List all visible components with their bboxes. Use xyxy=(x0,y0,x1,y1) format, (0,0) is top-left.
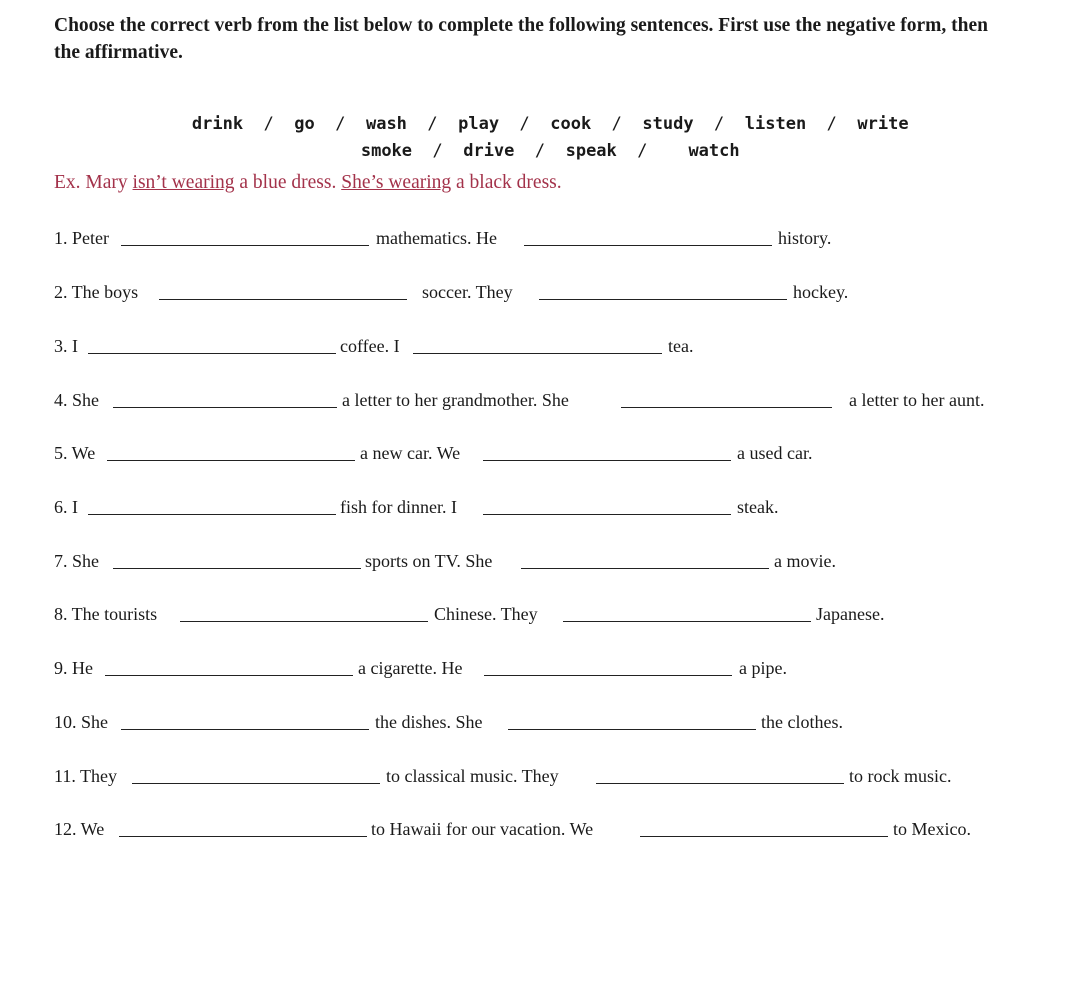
sentence-middle: coffee. I xyxy=(340,336,400,356)
negative-answer-blank[interactable] xyxy=(113,407,337,408)
verb: wash xyxy=(365,114,407,134)
example-suffix: a black dress. xyxy=(451,172,562,193)
sentence-subject: 9. He xyxy=(54,658,93,678)
sentence-middle: a new car. We xyxy=(360,443,461,463)
sentence-ending: the clothes. xyxy=(761,712,843,732)
sentence-middle: soccer. They xyxy=(422,282,513,302)
negative-answer-blank[interactable] xyxy=(105,675,353,676)
sentence-ending: to Mexico. xyxy=(893,819,971,839)
verb: play xyxy=(458,114,500,134)
negative-answer-blank[interactable] xyxy=(113,568,361,569)
sentence-subject: 3. I xyxy=(54,336,78,356)
negative-answer-blank[interactable] xyxy=(119,836,367,837)
sentence-subject: 7. She xyxy=(54,551,99,571)
negative-answer-blank[interactable] xyxy=(159,299,407,300)
affirmative-answer-blank[interactable] xyxy=(508,729,756,730)
example-negative: isn’t wearing xyxy=(132,172,235,193)
exercise-sentence xyxy=(0,658,1080,686)
negative-answer-blank[interactable] xyxy=(88,514,336,515)
sentence-subject: 2. The boys xyxy=(54,282,139,302)
affirmative-answer-blank[interactable] xyxy=(596,783,844,784)
sentence-middle: the dishes. She xyxy=(375,712,483,732)
exercise-sentence xyxy=(0,819,1080,847)
negative-answer-blank[interactable] xyxy=(121,729,369,730)
exercise-sentence xyxy=(0,228,1080,256)
exercise-sentence xyxy=(0,551,1080,579)
verb: smoke xyxy=(360,141,413,161)
verb-list-line-2: smoke / drive / speak / watch xyxy=(360,141,740,161)
affirmative-answer-blank[interactable] xyxy=(539,299,787,300)
sentence-subject: 12. We xyxy=(54,819,105,839)
exercise-sentence xyxy=(0,497,1080,525)
exercise-sentence xyxy=(0,604,1080,632)
sentence-subject: 11. They xyxy=(54,766,117,786)
sentence-ending: to rock music. xyxy=(849,766,952,786)
sentence-middle: to Hawaii for our vacation. We xyxy=(371,819,594,839)
affirmative-answer-blank[interactable] xyxy=(563,621,811,622)
verb: speak xyxy=(565,141,617,161)
affirmative-answer-blank[interactable] xyxy=(640,836,888,837)
sentence-ending: Japanese. xyxy=(816,604,885,624)
negative-answer-blank[interactable] xyxy=(88,353,336,354)
sentence-subject: 4. She xyxy=(54,390,99,410)
affirmative-answer-blank[interactable] xyxy=(521,568,769,569)
affirmative-answer-blank[interactable] xyxy=(524,245,772,246)
sentence-middle: a cigarette. He xyxy=(358,658,463,678)
sentence-ending: a letter to her aunt. xyxy=(849,390,985,410)
sentence-ending: steak. xyxy=(737,497,779,517)
sentence-ending: a pipe. xyxy=(739,658,787,678)
example-prefix: Ex. Mary xyxy=(54,172,133,193)
sentence-subject: 10. She xyxy=(54,712,108,732)
sentence-middle: fish for dinner. I xyxy=(340,497,457,517)
example-affirmative: She’s wearing xyxy=(341,172,452,193)
sentence-subject: 1. Peter xyxy=(54,228,109,248)
verb: go xyxy=(294,114,315,134)
sentence-middle: Chinese. They xyxy=(434,604,538,624)
verb: watch xyxy=(688,141,740,161)
exercise-sentence xyxy=(0,443,1080,471)
negative-answer-blank[interactable] xyxy=(121,245,369,246)
sentence-ending: tea. xyxy=(668,336,694,356)
affirmative-answer-blank[interactable] xyxy=(483,514,731,515)
verb: write xyxy=(857,114,909,134)
verb-list-line-1: drink / go / wash / play / cook / study / listen / write xyxy=(191,114,909,134)
negative-answer-blank[interactable] xyxy=(180,621,428,622)
sentence-subject: 6. I xyxy=(54,497,78,517)
exercise-sentence xyxy=(0,712,1080,740)
exercise-sentence xyxy=(0,282,1080,310)
verb: listen xyxy=(744,114,807,134)
sentence-ending: a movie. xyxy=(774,551,836,571)
sentence-subject: 5. We xyxy=(54,443,96,463)
sentence-ending: hockey. xyxy=(793,282,849,302)
sentence-ending: history. xyxy=(778,228,832,248)
affirmative-answer-blank[interactable] xyxy=(483,460,731,461)
sentence-ending: a used car. xyxy=(737,443,813,463)
exercise-sentence xyxy=(0,336,1080,364)
affirmative-answer-blank[interactable] xyxy=(484,675,732,676)
negative-answer-blank[interactable] xyxy=(107,460,355,461)
sentence-middle: to classical music. They xyxy=(386,766,559,786)
sentence-middle: mathematics. He xyxy=(376,228,497,248)
example-sentence xyxy=(54,172,562,194)
affirmative-answer-blank[interactable] xyxy=(621,407,832,408)
sentence-middle: a letter to her grandmother. She xyxy=(342,390,569,410)
verb: drive xyxy=(463,141,515,161)
exercise-sentence xyxy=(0,390,1080,418)
example-middle: a blue dress. xyxy=(234,172,342,193)
sentence-middle: sports on TV. She xyxy=(365,551,493,571)
verb: study xyxy=(642,114,694,134)
instructions: Choose the correct verb from the list below to complete the following sentences. First use the negative form, then the affirmative. xyxy=(54,15,988,63)
negative-answer-blank[interactable] xyxy=(132,783,380,784)
sentence-subject: 8. The tourists xyxy=(54,604,158,624)
verb: drink xyxy=(191,114,244,134)
exercise-sentence xyxy=(0,766,1080,794)
affirmative-answer-blank[interactable] xyxy=(413,353,662,354)
verb: cook xyxy=(550,114,592,134)
